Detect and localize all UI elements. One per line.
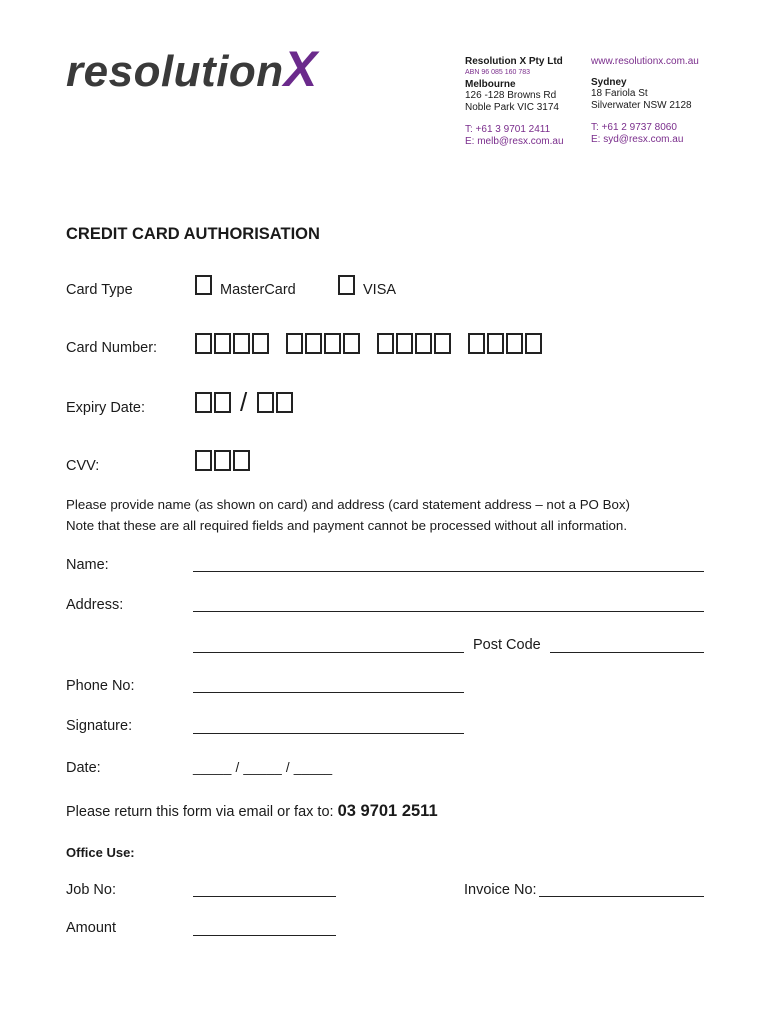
- company-info-sydney: [591, 56, 699, 145]
- job-no-field[interactable]: [193, 896, 336, 897]
- digit-box[interactable]: [276, 392, 293, 413]
- company-name: Resolution X Pty Ltd: [465, 56, 563, 67]
- digit-box[interactable]: [195, 450, 212, 471]
- digit-box[interactable]: [415, 333, 432, 354]
- amount-label: Amount: [66, 920, 116, 936]
- sydney-email[interactable]: E: syd@resx.com.au: [591, 133, 684, 145]
- phone-field[interactable]: [193, 692, 464, 693]
- job-no-label: Job No:: [66, 882, 116, 898]
- postcode-label: Post Code: [473, 637, 541, 653]
- card-number-label: Card Number:: [66, 340, 158, 356]
- return-text: Please return this form via email or fax to:: [66, 804, 334, 820]
- card-number-boxes[interactable]: [195, 333, 559, 354]
- company-logo: [66, 41, 318, 97]
- melbourne-suburb: Noble Park VIC 3174: [465, 101, 559, 113]
- digit-box[interactable]: [257, 392, 274, 413]
- card-number-group-4[interactable]: [468, 333, 542, 354]
- melbourne-city: Melbourne: [465, 78, 516, 90]
- date-field[interactable]: _____ / _____ / _____: [193, 760, 333, 775]
- cvv-boxes[interactable]: [195, 450, 267, 471]
- sydney-suburb: Silverwater NSW 2128: [591, 99, 692, 111]
- name-field[interactable]: [193, 571, 704, 572]
- expiry-year[interactable]: [257, 392, 293, 413]
- digit-box[interactable]: [214, 450, 231, 471]
- instructions: [66, 494, 726, 536]
- card-number-group-1[interactable]: [195, 333, 269, 354]
- digit-box[interactable]: [233, 333, 250, 354]
- expiry-month[interactable]: [195, 392, 231, 413]
- postcode-field[interactable]: [550, 652, 704, 653]
- name-label: Name:: [66, 557, 109, 573]
- company-website[interactable]: www.resolutionx.com.au: [591, 56, 699, 67]
- address-label: Address:: [66, 597, 124, 613]
- instructions-line-1: Please provide name (as shown on card) and address (card statement address – not a PO Box): [66, 497, 630, 512]
- digit-box[interactable]: [233, 450, 250, 471]
- digit-box[interactable]: [396, 333, 413, 354]
- sydney-city: Sydney: [591, 76, 627, 88]
- amount-field[interactable]: [193, 935, 336, 936]
- sydney-street: 18 Fariola St: [591, 88, 648, 99]
- digit-box[interactable]: [506, 333, 523, 354]
- digit-box[interactable]: [286, 333, 303, 354]
- digit-box[interactable]: [487, 333, 504, 354]
- digit-box[interactable]: [434, 333, 451, 354]
- digit-box[interactable]: [195, 333, 212, 354]
- digit-box[interactable]: [343, 333, 360, 354]
- expiry-date-label: Expiry Date:: [66, 400, 145, 416]
- melbourne-street: 126 -128 Browns Rd: [465, 90, 557, 101]
- card-type-label: Card Type: [66, 282, 133, 298]
- digit-box[interactable]: [377, 333, 394, 354]
- form-title: CREDIT CARD AUTHORISATION: [66, 225, 320, 243]
- digit-box[interactable]: [324, 333, 341, 354]
- invoice-no-label: Invoice No:: [464, 882, 537, 898]
- expiry-boxes[interactable]: [195, 387, 310, 417]
- digit-box[interactable]: [305, 333, 322, 354]
- digit-box[interactable]: [468, 333, 485, 354]
- logo-text: resolution: [66, 47, 284, 96]
- melbourne-email[interactable]: E: melb@resx.com.au: [465, 135, 564, 147]
- date-label: Date:: [66, 760, 101, 776]
- digit-box[interactable]: [214, 392, 231, 413]
- office-use-heading: Office Use:: [66, 845, 135, 860]
- mastercard-label: MasterCard: [220, 282, 296, 298]
- visa-label: VISA: [363, 282, 397, 298]
- card-number-group-3[interactable]: [377, 333, 451, 354]
- digit-box[interactable]: [195, 392, 212, 413]
- address-field-line-1[interactable]: [193, 611, 704, 612]
- signature-label: Signature:: [66, 718, 133, 734]
- cvv-group[interactable]: [195, 450, 250, 471]
- return-fax-number: 03 9701 2511: [337, 802, 438, 820]
- sydney-phone: T: +61 2 9737 8060: [591, 122, 677, 133]
- mastercard-checkbox[interactable]: [195, 275, 212, 295]
- digit-box[interactable]: [214, 333, 231, 354]
- melbourne-phone: T: +61 3 9701 2411: [465, 124, 551, 135]
- instructions-line-2: Note that these are all required fields and payment cannot be processed without all information.: [66, 518, 628, 533]
- company-abn: ABN 96 085 160 783: [465, 68, 530, 76]
- phone-label: Phone No:: [66, 678, 135, 694]
- cvv-label: CVV:: [66, 458, 100, 474]
- company-info-melbourne: [465, 56, 564, 147]
- card-number-group-2[interactable]: [286, 333, 360, 354]
- expiry-separator: /: [240, 387, 248, 417]
- signature-field[interactable]: [193, 733, 464, 734]
- digit-box[interactable]: [525, 333, 542, 354]
- address-field-line-2[interactable]: [193, 652, 464, 653]
- logo-x: X: [283, 41, 318, 97]
- digit-box[interactable]: [252, 333, 269, 354]
- return-instruction: [66, 802, 438, 821]
- visa-checkbox[interactable]: [338, 275, 355, 295]
- invoice-no-field[interactable]: [539, 896, 704, 897]
